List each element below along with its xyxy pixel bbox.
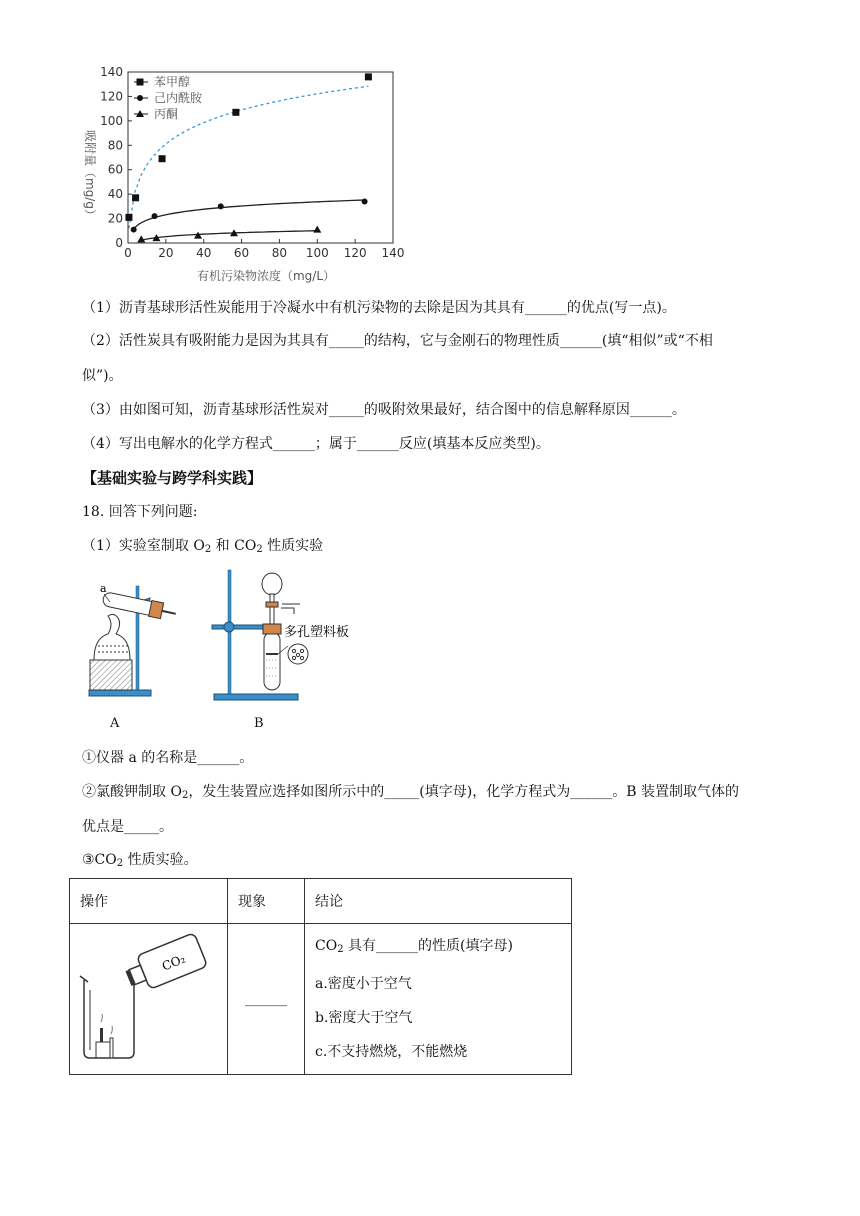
apparatus-b [208,568,368,708]
data-point-triangle [137,235,145,242]
y-tick-label: 20 [107,211,123,226]
y-tick-label: 100 [100,113,123,128]
legend-label: 己内酰胺 [154,91,203,105]
data-point-square [132,194,139,201]
data-point-square [137,79,144,86]
y-tick-label: 140 [100,65,123,79]
legend-label: 苯甲醇 [154,75,191,89]
data-point-circle [152,213,158,219]
data-point-triangle [313,226,321,233]
conclusion-statement: $CO_2$ 具有______的性质(填字母) [315,938,513,955]
y-tick-label: 60 [107,162,123,177]
header-conclusion: 结论 [305,879,572,924]
header-phenomenon: 现象 [228,879,305,924]
apparatus-a [84,568,184,708]
q18-sub1: （1）实验室制取 $O_2$ 和 $CO_2$ 性质实验 [82,538,324,555]
x-tick-label: 20 [158,246,174,260]
x-tick-label: 40 [196,246,212,260]
x-tick-label: 60 [233,246,250,260]
question-4: （4）写出电解水的化学方程式______；属于______反应(填基本反应类型)。 [82,436,550,452]
phenomenon-blank: ______ [245,991,287,1007]
data-point-circle [137,95,143,101]
co2-experiment-table [69,878,572,1075]
q18-item2-line1: ②氯酸钾制取 $O_2$，发生装置应选择如图所示中的_____(填字母)，化学方程式为______。B 装置制取气体的 [82,784,739,801]
legend-label: 丙酮 [154,107,179,121]
instrument-a-label: a [100,582,107,595]
x-tick-label: 100 [305,246,329,260]
y-axis-label: 吸附量（mg/g） [83,130,97,221]
y-tick-label: 40 [107,187,123,202]
chart-axes [100,65,404,260]
x-tick-label: 80 [271,246,288,260]
adsorption-chart [70,62,420,284]
y-tick-label: 80 [107,138,123,153]
chart-legend [134,74,203,121]
bottle-label: CO₂ [159,951,188,974]
conclusion-cell [305,924,572,1075]
y-tick-label: 120 [100,89,123,104]
phenomenon-cell [228,924,305,1075]
question-2-line2: 似”)。 [82,368,123,384]
header-operation: 操作 [70,879,228,924]
porous-board-label: 多孔塑料板 [284,625,350,640]
q18-item3: $③CO_2$ 性质实验。 [82,852,198,869]
data-point-circle [131,227,137,233]
data-point-circle [218,203,224,209]
q18-item1: ①仪器 a 的名称是______。 [82,750,254,766]
x-tick-label: 0 [124,246,132,260]
x-axis-label: 有机污染物浓度（mg/L） [196,269,336,283]
x-tick-label: 140 [381,246,405,260]
fit-curve-circle [134,200,365,228]
q18-item2-line2: 优点是_____。 [82,819,173,835]
data-point-square [232,109,239,116]
operation-cell [70,924,228,1075]
caption-b: B [254,716,264,731]
data-point-square [159,155,166,162]
option-b: b.密度大于空气 [315,1010,413,1026]
option-c: c.不支持燃烧，不能燃烧 [315,1044,468,1060]
data-point-square [125,214,132,221]
y-tick-label: 0 [115,236,123,250]
data-point-square [365,73,372,80]
section-heading: 【基础实验与跨学科实践】 [82,469,263,487]
x-tick-label: 120 [343,246,367,260]
q18-title: 18. 回答下列问题: [82,504,198,520]
question-1: （1）沥青基球形活性炭能用于冷凝水中有机污染物的去除是因为其具有______的优点(写一点)。 [82,300,676,316]
option-a: a.密度小于空气 [315,976,412,992]
question-2-line1: （2）活性炭具有吸附能力是因为其具有_____的结构，它与金刚石的物理性质______(填“相似”或“不相 [82,333,713,349]
co2-pouring-diagram [70,924,220,1064]
caption-a: A [110,716,120,731]
question-3: （3）由如图可知，沥青基球形活性炭对_____的吸附效果最好，结合图中的信息解释原因______。 [82,402,686,418]
fit-curve-triangle [141,231,317,241]
data-point-circle [362,198,368,204]
